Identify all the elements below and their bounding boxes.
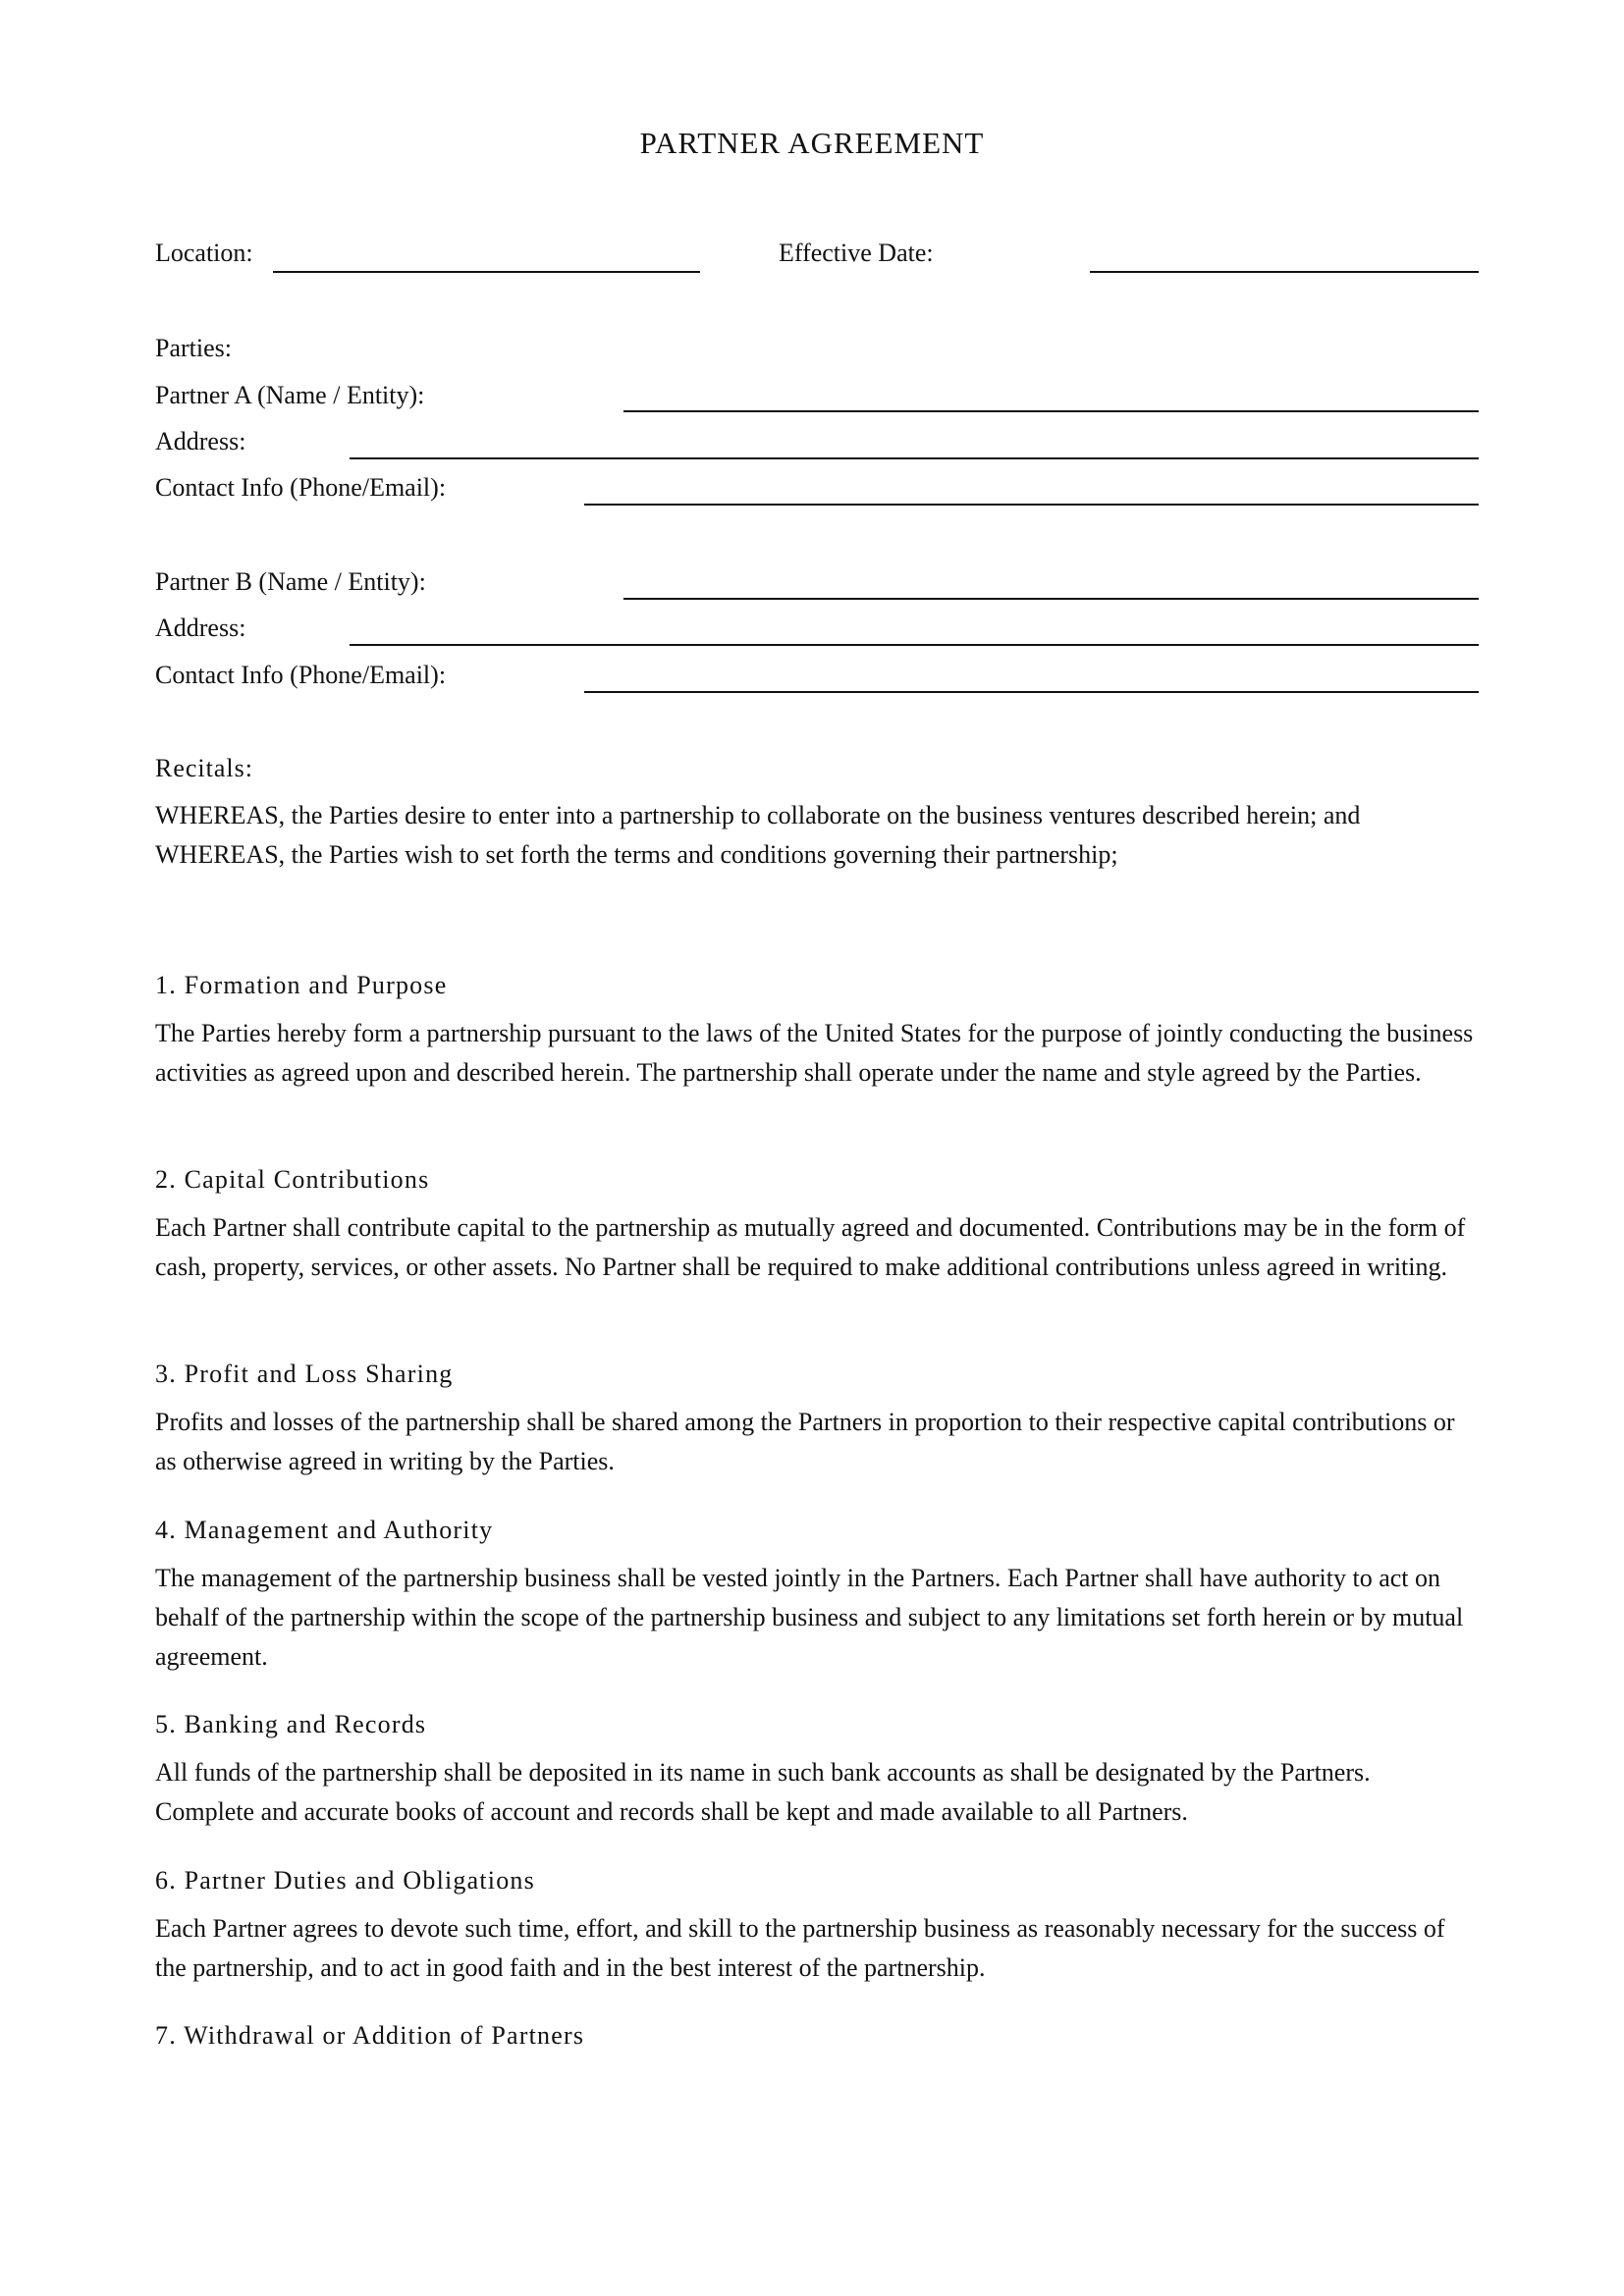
partner-a-contact-field-line[interactable] xyxy=(584,504,1479,506)
section-5-heading: 5. Banking and Records xyxy=(155,1710,427,1738)
partner-b-name-field-line[interactable] xyxy=(623,598,1479,600)
partner-b-address-field-line[interactable] xyxy=(350,644,1479,646)
partner-b-contact-label: Contact Info (Phone/Email): xyxy=(155,661,447,689)
partner-a-name-field-line[interactable] xyxy=(623,410,1479,412)
recital-2: WHEREAS, the Parties wish to set forth the terms and conditions governing their partnership; xyxy=(155,840,1118,869)
partner-a-name-label: Partner A (Name / Entity): xyxy=(155,381,425,409)
partner-b-name-label: Partner B (Name / Entity): xyxy=(155,567,426,596)
recitals-label: Recitals: xyxy=(155,754,253,782)
section-3-body: Profits and losses of the partnership shall be shared among the Partners in proportion to their respective capital contributions or as otherwise agreed in writing by the Parties. xyxy=(155,1408,1455,1475)
partner-b-contact-field-line[interactable] xyxy=(584,691,1479,693)
recital-1: WHEREAS, the Parties desire to enter into a partnership to collaborate on the business ventures described herein; and xyxy=(155,801,1361,829)
section-1-body: The Parties hereby form a partnership pursuant to the laws of the United States for the purpose of jointly conducting the business activities as agreed upon and described herein. The partnership shall operate under the name and style agreed by the Parties. xyxy=(155,1019,1474,1087)
section-4-body: The management of the partnership business shall be vested jointly in the Partners. Each Partner shall have authority to act on behalf of the partnership within the scope of the partnership business and subject to any limitations set forth herein or by mutual agreement. xyxy=(155,1564,1464,1671)
section-5-body: All funds of the partnership shall be deposited in its name in such bank accounts as shall be designated by the Partners. Complete and accurate books of account and records shall be kept and made available to all Partners. xyxy=(155,1758,1371,1826)
section-2-body: Each Partner shall contribute capital to the partnership as mutually agreed and documented. Contributions may be in the form of cash, property, services, or other assets. No Partner shall be required to make additional contributions unless agreed in writing. xyxy=(155,1213,1466,1281)
section-6-heading: 6. Partner Duties and Obligations xyxy=(155,1866,535,1895)
effective-date-label: Effective Date: xyxy=(779,239,934,267)
effective-date-field-line[interactable] xyxy=(1090,271,1479,273)
document-title: PARTNER AGREEMENT xyxy=(639,126,985,160)
location-label: Location: xyxy=(155,239,253,267)
partner-b-address-label: Address: xyxy=(155,614,246,642)
partner-a-contact-label: Contact Info (Phone/Email): xyxy=(155,473,447,502)
section-2-heading: 2. Capital Contributions xyxy=(155,1165,430,1194)
section-3-heading: 3. Profit and Loss Sharing xyxy=(155,1360,454,1388)
partner-a-address-label: Address: xyxy=(155,427,246,455)
location-field-line[interactable] xyxy=(273,271,700,273)
parties-label: Parties: xyxy=(155,334,232,362)
section-7-heading: 7. Withdrawal or Addition of Partners xyxy=(155,2021,585,2050)
partner-a-address-field-line[interactable] xyxy=(350,457,1479,459)
section-4-heading: 4. Management and Authority xyxy=(155,1516,494,1544)
section-6-body: Each Partner agrees to devote such time, effort, and skill to the partnership business as reasonably necessary for the success of the partnership, and to act in good faith and in the best interest of the partnership. xyxy=(155,1914,1445,1982)
section-1-heading: 1. Formation and Purpose xyxy=(155,971,448,999)
